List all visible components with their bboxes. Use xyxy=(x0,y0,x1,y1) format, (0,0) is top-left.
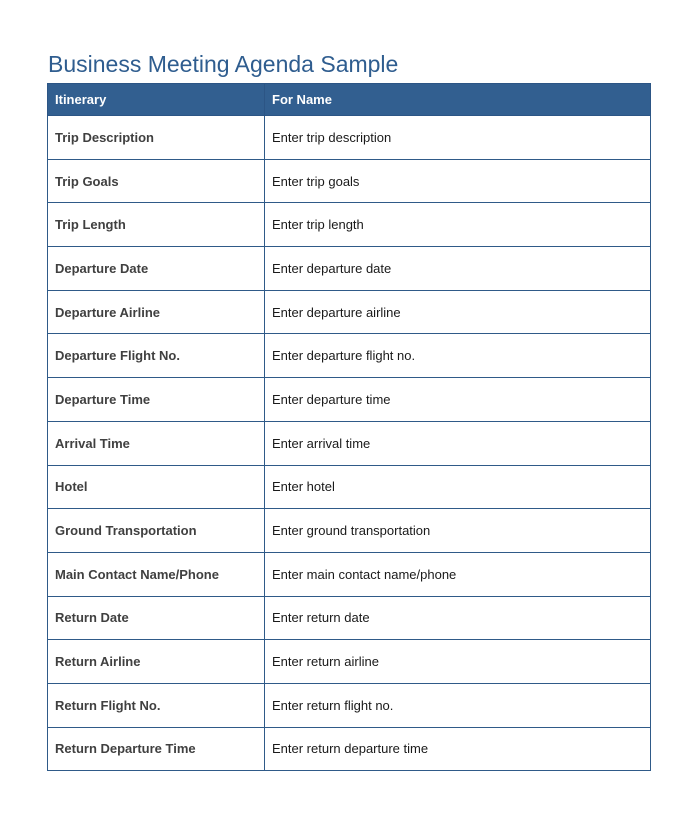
row-value[interactable]: Enter departure time xyxy=(265,378,651,422)
table-row xyxy=(48,640,651,684)
table-row xyxy=(48,159,651,203)
row-value[interactable]: Enter departure flight no. xyxy=(265,334,651,378)
row-value[interactable]: Enter arrival time xyxy=(265,421,651,465)
table-row xyxy=(48,290,651,334)
table-row xyxy=(48,116,651,160)
table-row xyxy=(48,727,651,771)
row-label: Main Contact Name/Phone xyxy=(48,552,265,596)
row-value[interactable]: Enter departure airline xyxy=(265,290,651,334)
row-label: Departure Time xyxy=(48,378,265,422)
table-row xyxy=(48,421,651,465)
table-row xyxy=(48,378,651,422)
row-label: Trip Goals xyxy=(48,159,265,203)
table-header-row xyxy=(48,84,651,116)
row-label: Hotel xyxy=(48,465,265,509)
row-value[interactable]: Enter trip description xyxy=(265,116,651,160)
table-row xyxy=(48,465,651,509)
row-label: Departure Flight No. xyxy=(48,334,265,378)
row-label: Ground Transportation xyxy=(48,509,265,553)
row-label: Return Airline xyxy=(48,640,265,684)
row-value[interactable]: Enter main contact name/phone xyxy=(265,552,651,596)
table-row xyxy=(48,203,651,247)
row-label: Departure Date xyxy=(48,247,265,291)
table-row xyxy=(48,247,651,291)
row-label: Trip Description xyxy=(48,116,265,160)
row-label: Arrival Time xyxy=(48,421,265,465)
row-label: Departure Airline xyxy=(48,290,265,334)
column-header-itinerary: Itinerary xyxy=(48,84,265,116)
row-label: Return Date xyxy=(48,596,265,640)
table-row xyxy=(48,596,651,640)
row-value[interactable]: Enter trip goals xyxy=(265,159,651,203)
row-value[interactable]: Enter departure date xyxy=(265,247,651,291)
row-value[interactable]: Enter trip length xyxy=(265,203,651,247)
row-value[interactable]: Enter return flight no. xyxy=(265,683,651,727)
row-value[interactable]: Enter hotel xyxy=(265,465,651,509)
table-row xyxy=(48,683,651,727)
column-header-for-name: For Name xyxy=(265,84,651,116)
table-row xyxy=(48,334,651,378)
table-row xyxy=(48,552,651,596)
row-value[interactable]: Enter ground transportation xyxy=(265,509,651,553)
page-title: Business Meeting Agenda Sample xyxy=(48,51,399,77)
row-value[interactable]: Enter return airline xyxy=(265,640,651,684)
row-value[interactable]: Enter return departure time xyxy=(265,727,651,771)
table-row xyxy=(48,509,651,553)
row-label: Return Flight No. xyxy=(48,683,265,727)
row-label: Trip Length xyxy=(48,203,265,247)
row-label: Return Departure Time xyxy=(48,727,265,771)
row-value[interactable]: Enter return date xyxy=(265,596,651,640)
itinerary-table xyxy=(47,83,651,771)
